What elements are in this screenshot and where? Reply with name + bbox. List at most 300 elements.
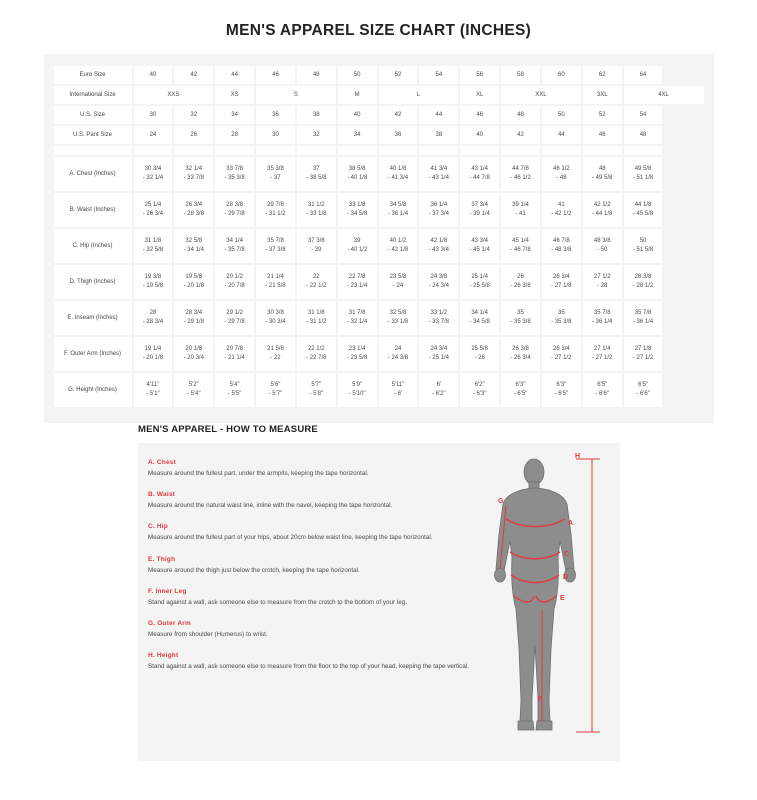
row-label: G. Height (Inches) bbox=[54, 373, 132, 407]
cell bbox=[379, 265, 418, 299]
cell bbox=[338, 373, 377, 407]
cell: 62 bbox=[583, 66, 622, 84]
measure-heading: A. Chest bbox=[148, 459, 176, 466]
spacer-cell bbox=[338, 146, 377, 155]
cell: 36 bbox=[379, 126, 418, 144]
cell bbox=[542, 373, 581, 407]
cell-line1: 43 3/4 bbox=[471, 238, 489, 244]
measure-text: Measure around the natural waist line, inline with the navel, keeping the tape horizontal. bbox=[148, 502, 393, 510]
cell-line2: - 35 3/8 bbox=[551, 319, 572, 325]
cell-line1: 35 bbox=[558, 310, 565, 316]
cell bbox=[501, 229, 540, 263]
size-chart-panel bbox=[44, 54, 714, 423]
cell-line2: - 23 1/4 bbox=[346, 283, 368, 289]
row-label: Euro Size bbox=[54, 66, 132, 84]
cell-line1: 34 5/8 bbox=[389, 202, 407, 208]
cell-line2: - 28 3/8 bbox=[183, 211, 204, 217]
cell-line2: - 39 bbox=[311, 247, 322, 253]
cell-line2: - 28 bbox=[597, 283, 608, 289]
cell bbox=[624, 157, 663, 191]
table-row bbox=[54, 193, 704, 227]
cell-line2: - 20 3/4 bbox=[183, 355, 204, 361]
cell bbox=[297, 229, 336, 263]
cell bbox=[174, 337, 213, 371]
cell-line2: - 5'10" bbox=[348, 391, 366, 397]
cell-line2: - 22 7/8 bbox=[306, 355, 327, 361]
cell: 52 bbox=[379, 66, 418, 84]
table-row bbox=[54, 126, 704, 144]
cell-line2: - 22 1/2 bbox=[306, 283, 327, 289]
cell: 50 bbox=[338, 66, 377, 84]
cell bbox=[174, 193, 213, 227]
cell-line1: 37 3/4 bbox=[471, 202, 489, 208]
table-row bbox=[54, 157, 704, 191]
cell-line1: 45 1/4 bbox=[512, 238, 529, 244]
cell-line2: - 19 5/8 bbox=[142, 283, 164, 289]
cell: 60 bbox=[542, 66, 581, 84]
cell-line2: - 49 5/8 bbox=[592, 175, 613, 181]
cell bbox=[338, 193, 377, 227]
cell-line1: 4'11" bbox=[146, 382, 160, 388]
cell bbox=[624, 337, 663, 371]
table-row bbox=[54, 86, 704, 104]
cell: XL bbox=[460, 86, 499, 104]
cell: 46 bbox=[583, 126, 622, 144]
cell bbox=[134, 157, 173, 191]
cell-line1: 23 1/4 bbox=[348, 346, 366, 352]
body-measurement-diagram bbox=[472, 449, 616, 749]
cell-line2: - 45 1/4 bbox=[469, 247, 490, 253]
cell bbox=[419, 229, 458, 263]
cell-line1: 28 bbox=[149, 310, 157, 316]
cell-line1: 6' bbox=[436, 382, 442, 388]
cell-line1: 27 1/8 bbox=[634, 346, 652, 352]
cell-line1: 50 bbox=[639, 238, 647, 244]
cell bbox=[256, 265, 295, 299]
cell bbox=[215, 157, 254, 191]
cell bbox=[542, 193, 581, 227]
cell: 44 bbox=[542, 126, 581, 144]
cell bbox=[419, 337, 458, 371]
measure-text: Measure from shoulder (Humerus) to wrist. bbox=[148, 630, 268, 638]
cell-line1: 32 1/4 bbox=[185, 166, 203, 172]
cell-line2: - 37 3/4 bbox=[428, 211, 449, 217]
cell bbox=[501, 301, 540, 335]
cell-line1: 49 5/8 bbox=[634, 166, 652, 172]
cell-line2: - 34 1/4 bbox=[183, 247, 204, 253]
cell-line1: 6'5" bbox=[597, 382, 608, 388]
measure-item-thigh bbox=[148, 556, 478, 575]
cell-line2: - 27 1/8 bbox=[551, 283, 572, 289]
cell bbox=[419, 301, 458, 335]
spacer-cell bbox=[215, 146, 254, 155]
cell: 40 bbox=[460, 126, 499, 144]
cell-line1: 28 3/8 bbox=[226, 202, 243, 208]
measure-heading: B. Waist bbox=[148, 491, 176, 499]
cell-line2: - 32 5/8 bbox=[142, 247, 164, 253]
cell bbox=[624, 265, 663, 299]
cell bbox=[215, 265, 254, 299]
cell-line1: 26 3/4 bbox=[553, 274, 570, 280]
cell bbox=[460, 157, 499, 191]
cell-line1: 23 5/8 bbox=[389, 274, 407, 280]
cell bbox=[134, 337, 173, 371]
spacer-cell bbox=[297, 146, 336, 155]
cell bbox=[501, 157, 540, 191]
cell bbox=[215, 373, 254, 407]
cell bbox=[501, 337, 540, 371]
spacer-cell bbox=[54, 146, 132, 155]
cell bbox=[174, 157, 213, 191]
cell-line1: 22 7/8 bbox=[348, 274, 366, 280]
cell-line2: - 29 1/8 bbox=[183, 319, 204, 325]
cell-line2: - 51 1/8 bbox=[632, 175, 654, 181]
cell-line2: - 26 3/4 bbox=[510, 355, 531, 361]
row-label: C. Hip (Inches) bbox=[54, 229, 132, 263]
cell bbox=[256, 193, 295, 227]
cell: 56 bbox=[460, 66, 499, 84]
cell bbox=[297, 337, 336, 371]
cell-line1: 31 1/2 bbox=[307, 202, 325, 208]
how-to-measure-section bbox=[0, 424, 757, 761]
cell bbox=[338, 301, 377, 335]
table-row bbox=[54, 301, 704, 335]
row-label: D. Thigh (Inches) bbox=[54, 265, 132, 299]
cell: 34 bbox=[338, 126, 377, 144]
cell-line1: 33 1/2 bbox=[430, 310, 448, 316]
cell-line1: 24 3/8 bbox=[430, 274, 448, 280]
cell bbox=[174, 301, 213, 335]
cell-line1: 20 1/8 bbox=[185, 346, 203, 352]
cell-line1: 37 3/8 bbox=[307, 238, 325, 244]
figure-label-c: C bbox=[564, 551, 570, 558]
cell-line2: - 6'2" bbox=[432, 391, 446, 397]
cell bbox=[460, 265, 499, 299]
cell-line2: - 42 1/8 bbox=[387, 247, 409, 253]
cell: 30 bbox=[134, 106, 173, 124]
figure-label-h: H bbox=[575, 453, 581, 460]
measure-heading: H. Height bbox=[148, 652, 179, 660]
cell-line2: - 41 3/4 bbox=[387, 175, 409, 181]
cell bbox=[379, 373, 418, 407]
cell bbox=[583, 373, 622, 407]
cell-line2: - 38 5/8 bbox=[306, 175, 327, 181]
cell-line1: 36 1/4 bbox=[430, 202, 448, 208]
cell-line1: 42 1/8 bbox=[430, 238, 448, 244]
cell-line1: 6'5" bbox=[638, 382, 649, 388]
cell-line1: 30 3/4 bbox=[144, 166, 162, 172]
cell: 48 bbox=[297, 66, 336, 84]
cell bbox=[338, 157, 377, 191]
cell-line1: 20 1/2 bbox=[226, 274, 243, 280]
cell-line2: - 44 7/8 bbox=[469, 175, 490, 181]
cell bbox=[215, 337, 254, 371]
cell-line1: 31 1/8 bbox=[307, 310, 325, 316]
cell-line1: 25 5/8 bbox=[471, 346, 489, 352]
cell-line2: - 33 7/8 bbox=[183, 175, 204, 181]
cell-line2: - 29 7/8 bbox=[224, 319, 245, 325]
cell-line2: - 32 1/4 bbox=[142, 175, 164, 181]
cell: S bbox=[256, 86, 336, 104]
row-label: U.S. Size bbox=[54, 106, 132, 124]
measure-item-hip bbox=[148, 523, 478, 542]
cell-line2: - 20 1/8 bbox=[183, 283, 204, 289]
cell-line2: - 21 1/4 bbox=[224, 355, 245, 361]
cell bbox=[419, 265, 458, 299]
cell-line2: - 20 1/8 bbox=[142, 355, 164, 361]
cell: 38 bbox=[419, 126, 458, 144]
cell: 48 bbox=[501, 106, 540, 124]
cell bbox=[338, 229, 377, 263]
cell-line2: - 6'5" bbox=[554, 391, 569, 397]
cell-line1: 21 5/8 bbox=[267, 346, 284, 352]
cell: XXS bbox=[134, 86, 214, 104]
cell-line2: - 31 1/2 bbox=[306, 319, 327, 325]
cell bbox=[297, 265, 336, 299]
cell-line1: 25 1/4 bbox=[471, 274, 489, 280]
cell-line1: 22 bbox=[312, 274, 320, 280]
cell-line2: - 50 bbox=[597, 247, 608, 253]
cell bbox=[583, 229, 622, 263]
cell-line2: - 5'5" bbox=[227, 391, 242, 397]
cell-line2: - 5'4" bbox=[186, 391, 201, 397]
cell bbox=[460, 337, 499, 371]
cell-line2: - 33 7/8 bbox=[428, 319, 449, 325]
cell bbox=[542, 157, 581, 191]
cell-line1: 5'11" bbox=[391, 382, 405, 388]
cell bbox=[338, 337, 377, 371]
cell bbox=[624, 229, 663, 263]
cell bbox=[215, 229, 254, 263]
cell bbox=[583, 157, 622, 191]
cell bbox=[134, 265, 173, 299]
figure-label-g: G bbox=[498, 498, 504, 505]
measure-heading: C. Hip bbox=[148, 523, 168, 531]
table-row bbox=[54, 373, 704, 407]
measure-heading: G. Outer Arm bbox=[148, 619, 191, 627]
cell-line2: - 28 3/4 bbox=[142, 319, 164, 325]
cell: 42 bbox=[379, 106, 418, 124]
cell-line2: - 26 3/8 bbox=[510, 283, 531, 289]
cell-line2: - 33 1/8 bbox=[387, 319, 409, 325]
cell: 46 bbox=[460, 106, 499, 124]
cell: 48 bbox=[624, 126, 663, 144]
cell bbox=[542, 265, 581, 299]
cell-line2: - 27 1/2 bbox=[592, 355, 613, 361]
cell bbox=[501, 373, 540, 407]
cell-line1: 29 1/2 bbox=[226, 310, 243, 316]
cell bbox=[174, 265, 213, 299]
cell bbox=[256, 373, 295, 407]
spacer-cell bbox=[174, 146, 213, 155]
cell-line1: 26 bbox=[517, 274, 524, 280]
cell-line2: - 35 3/8 bbox=[224, 175, 245, 181]
cell-line1: 24 bbox=[394, 346, 402, 352]
measure-item-outer-arm bbox=[148, 620, 478, 639]
cell bbox=[338, 265, 377, 299]
how-to-measure-panel bbox=[138, 443, 620, 761]
row-label: B. Waist (Inches) bbox=[54, 193, 132, 227]
cell-line1: 5'2" bbox=[188, 382, 199, 388]
row-label: F. Outer Arm (Inches) bbox=[54, 337, 132, 371]
cell-line2: - 39 1/4 bbox=[469, 211, 490, 217]
cell-line2: - 6'6" bbox=[636, 391, 650, 397]
cell-line1: 44 1/8 bbox=[634, 202, 652, 208]
cell-line1: 5'7" bbox=[311, 382, 322, 388]
cell bbox=[379, 229, 418, 263]
table-row bbox=[54, 106, 704, 124]
cell-line1: 46 7/8 bbox=[553, 238, 570, 244]
cell-line1: 27 1/4 bbox=[593, 346, 611, 352]
cell bbox=[583, 337, 622, 371]
cell bbox=[256, 229, 295, 263]
measure-text: Measure around the fullest part, under the armpits, keeping the tape horizontal. bbox=[148, 470, 369, 477]
cell-line2: - 37 bbox=[270, 175, 281, 181]
cell-line2: - 42 1/2 bbox=[551, 211, 572, 217]
cell-line2: - 43 1/4 bbox=[428, 175, 449, 181]
cell: 58 bbox=[501, 66, 540, 84]
cell bbox=[379, 193, 418, 227]
cell bbox=[542, 229, 581, 263]
cell-line1: 31 7/8 bbox=[348, 310, 366, 316]
cell-line2: - 5'1" bbox=[146, 391, 160, 397]
cell: 44 bbox=[419, 106, 458, 124]
cell-line2: - 48 bbox=[556, 175, 567, 181]
cell-line2: - 22 bbox=[270, 355, 281, 361]
cell-line1: 21 1/4 bbox=[267, 274, 284, 280]
cell bbox=[460, 193, 499, 227]
how-to-measure-title: MEN'S APPAREL - HOW TO MEASURE bbox=[138, 424, 318, 435]
cell-line1: 26 3/4 bbox=[553, 346, 570, 352]
cell-line2: - 46 7/8 bbox=[510, 247, 531, 253]
cell-line2: - 5'7" bbox=[268, 391, 283, 397]
cell-line2: - 21 5/8 bbox=[265, 283, 286, 289]
cell-line1: 20 7/8 bbox=[226, 346, 243, 352]
cell: 36 bbox=[256, 106, 295, 124]
spacer-cell bbox=[542, 146, 581, 155]
cell-line1: 28 3/8 bbox=[634, 274, 652, 280]
cell bbox=[297, 157, 336, 191]
measure-item-inner-leg bbox=[148, 588, 478, 607]
row-label: U.S. Pant Size bbox=[54, 126, 132, 144]
spacer-cell bbox=[419, 146, 458, 155]
cell-line2: - 25 1/4 bbox=[428, 355, 449, 361]
cell-line2: - 31 1/2 bbox=[265, 211, 286, 217]
cell bbox=[297, 301, 336, 335]
cell bbox=[379, 301, 418, 335]
spacer-cell bbox=[583, 146, 622, 155]
cell-line2: - 44 1/8 bbox=[592, 211, 613, 217]
cell-line2: - 35 7/8 bbox=[224, 247, 245, 253]
cell: 38 bbox=[297, 106, 336, 124]
spacer-cell bbox=[624, 146, 663, 155]
cell-line1: 5'4" bbox=[229, 382, 240, 388]
cell-line1: 38 5/8 bbox=[348, 166, 366, 172]
cell: XXL bbox=[501, 86, 581, 104]
cell-line2: - 6'5" bbox=[513, 391, 528, 397]
cell-line1: 42 1/2 bbox=[593, 202, 611, 208]
cell bbox=[297, 373, 336, 407]
cell-line2: - 41 bbox=[515, 211, 526, 217]
table-spacer-row bbox=[54, 146, 704, 155]
measure-text: Stand against a wall, ask someone else to measure from the crotch to the bottom of your leg. bbox=[148, 598, 408, 606]
cell-line1: 43 1/4 bbox=[471, 166, 489, 172]
cell: 46 bbox=[256, 66, 295, 84]
cell-line2: - 26 3/4 bbox=[142, 211, 164, 217]
cell bbox=[624, 301, 663, 335]
figure-label-a: A bbox=[568, 520, 574, 527]
cell bbox=[624, 193, 663, 227]
cell: 4XL bbox=[624, 86, 704, 104]
cell: 50 bbox=[542, 106, 581, 124]
cell: 42 bbox=[501, 126, 540, 144]
cell: M bbox=[338, 86, 377, 104]
row-label: E. Inseam (Inches) bbox=[54, 301, 132, 335]
row-label: A. Chest (Inches) bbox=[54, 157, 132, 191]
cell: 40 bbox=[338, 106, 377, 124]
cell-line2: - 34 5/8 bbox=[346, 211, 368, 217]
cell bbox=[419, 373, 458, 407]
cell-line2: - 46 1/2 bbox=[510, 175, 531, 181]
cell-line1: 5'9" bbox=[352, 382, 363, 388]
cell: 32 bbox=[174, 106, 213, 124]
cell bbox=[419, 193, 458, 227]
cell-line1: 35 7/8 bbox=[593, 310, 611, 316]
measure-heading: E. Thigh bbox=[148, 555, 176, 563]
cell: 54 bbox=[419, 66, 458, 84]
cell-line2: - 36 1/4 bbox=[387, 211, 409, 217]
figure-label-d: D bbox=[563, 574, 569, 581]
cell-line2: - 5'8" bbox=[309, 391, 324, 397]
human-figure-icon bbox=[472, 449, 622, 749]
table-row bbox=[54, 337, 704, 371]
cell-line1: 35 3/8 bbox=[267, 166, 284, 172]
cell-line1: 41 3/4 bbox=[430, 166, 448, 172]
cell: L bbox=[379, 86, 459, 104]
cell-line2: - 32 1/4 bbox=[346, 319, 368, 325]
cell-line2: - 36 1/4 bbox=[592, 319, 613, 325]
cell bbox=[174, 373, 213, 407]
cell-line1: 33 7/8 bbox=[226, 166, 243, 172]
figure-label-f: F bbox=[538, 696, 543, 703]
cell-line1: 34 1/4 bbox=[471, 310, 489, 316]
cell-line2: - 45 5/8 bbox=[632, 211, 654, 217]
cell-line2: - 20 7/8 bbox=[224, 283, 245, 289]
cell-line2: - 6'6" bbox=[595, 391, 610, 397]
cell-line1: 48 3/8 bbox=[593, 238, 611, 244]
cell-line2: - 27 1/2 bbox=[551, 355, 572, 361]
cell-line1: 32 5/8 bbox=[389, 310, 407, 316]
cell-line1: 48 bbox=[598, 166, 606, 172]
cell-line1: 40 1/8 bbox=[389, 166, 407, 172]
cell bbox=[501, 265, 540, 299]
cell bbox=[256, 337, 295, 371]
spacer-cell bbox=[501, 146, 540, 155]
cell-line1: 6'3" bbox=[515, 382, 526, 388]
cell-line2: - 51 5/8 bbox=[632, 247, 654, 253]
cell: 24 bbox=[134, 126, 173, 144]
cell-line1: 39 bbox=[353, 238, 361, 244]
cell bbox=[379, 157, 418, 191]
cell-line2: - 33 1/8 bbox=[306, 211, 327, 217]
cell-line1: 19 3/8 bbox=[144, 274, 162, 280]
cell-line1: 5'6" bbox=[270, 382, 281, 388]
cell: 64 bbox=[624, 66, 663, 84]
cell: 3XL bbox=[583, 86, 622, 104]
cell-line1: 41 bbox=[558, 202, 565, 208]
cell bbox=[134, 193, 173, 227]
table-row bbox=[54, 229, 704, 263]
